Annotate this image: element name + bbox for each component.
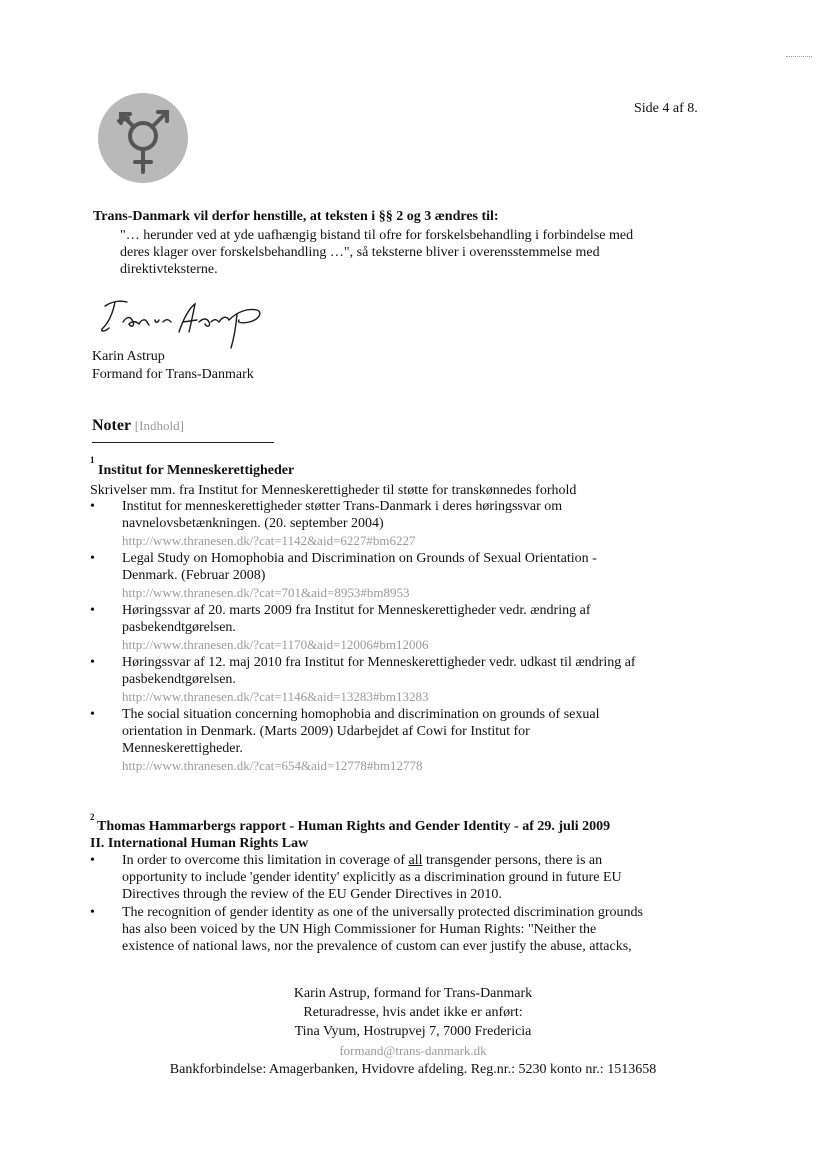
footnote2-subtitle: II. International Human Rights Law — [90, 836, 309, 851]
notes-heading — [92, 417, 184, 434]
footnote1-title: Institut for Menneskerettigheder — [98, 463, 295, 478]
emphasis-underline: all — [408, 853, 423, 868]
notes-title: Noter — [92, 417, 131, 434]
signer-block — [92, 348, 254, 384]
bullet-icon: • — [90, 655, 95, 670]
request-body — [120, 227, 710, 278]
footnote1-list — [90, 498, 730, 774]
signer-title: Formand for Trans-Danmark — [92, 367, 254, 382]
bullet-icon: • — [90, 707, 95, 722]
list-item: • Høringssvar af 12. maj 2010 fra Institut for Menneskerettigheder vedr. udkast til ændring af pasbekendtgørelsen. http://www.thranesen.dk/?cat=1146&aid=13283#bm13283 — [90, 654, 730, 706]
footer-bank: Bankforbindelse: Amagerbanken, Hvidovre afdeling. Reg.nr.: 5230 konto nr.: 1513658 — [169, 1062, 657, 1077]
footnote-number: 2 — [90, 812, 95, 822]
transgender-symbol-logo-icon — [97, 92, 189, 184]
page-number: Side 4 af 8. — [634, 101, 698, 116]
toc-link[interactable]: [Indhold] — [134, 418, 184, 433]
handwritten-signature — [97, 292, 267, 352]
footer-line: Karin Astrup, formand for Trans-Danmark — [293, 986, 533, 1001]
list-item: • The recognition of gender identity as one of the universally protected discrimination grounds has also been voiced by the UN High Commissioner for Human Rights: "Neither the existence of national laws, nor the prevalence of custom can ever justify the abuse, attacks, — [90, 905, 643, 954]
request-line: direktivteksterne. — [120, 262, 218, 277]
footnote1-intro: Skrivelser mm. fra Institut for Menneskerettigheder til støtte for transkønnedes forhold — [90, 483, 577, 498]
bullet-icon: • — [90, 905, 95, 920]
footnote-number: 1 — [90, 455, 95, 465]
footer-line: Tina Vyum, Hostrupvej 7, 7000 Fredericia — [294, 1024, 532, 1039]
list-item: • Legal Study on Homophobia and Discrimination on Grounds of Sexual Orientation - Denmark. (Februar 2008) http://www.thranesen.dk/?cat=701&aid=8953#bm8953 — [90, 550, 730, 602]
request-heading: Trans-Danmark vil derfor henstille, at teksten i §§ 2 og 3 ændres til: — [93, 209, 499, 224]
footer-email-link[interactable]: formand@trans-danmark.dk — [339, 1043, 487, 1058]
footnote2-list — [90, 852, 730, 955]
bullet-icon: • — [90, 603, 95, 618]
signer-name: Karin Astrup — [92, 349, 165, 364]
list-item: • Institut for menneskerettigheder støtter Trans-Danmark i deres høringssvar om navnelovsbetænkningen. (20. september 2004) http://www.thranesen.dk/?cat=1142&aid=6227#bm6227 — [90, 498, 730, 550]
footnote-separator — [92, 442, 274, 443]
footer-line: Returadresse, hvis andet ikke er anført: — [303, 1005, 523, 1020]
letter-footer — [0, 984, 826, 1079]
bullet-icon: • — [90, 551, 95, 566]
reference-link[interactable]: http://www.thranesen.dk/?cat=1146&aid=13283#bm13283 — [122, 689, 429, 704]
list-item: • In order to overcome this limitation in coverage of all transgender persons, there is an opportunity to include 'gender identity' explicitly as a discrimination ground in future EU Directives through the review of the EU Gender Directives in 2010. — [90, 853, 622, 902]
bullet-icon: • — [90, 853, 95, 868]
reference-link[interactable]: http://www.thranesen.dk/?cat=1142&aid=6227#bm6227 — [122, 533, 416, 548]
list-item: • The social situation concerning homophobia and discrimination on grounds of sexual orientation in Denmark. (Marts 2009) Udarbejdet af Cowi for Institut for Menneskerettigheder. http://www.thranesen.dk/?cat=654&aid=12778#bm12778 — [90, 706, 730, 774]
bullet-icon: • — [90, 499, 95, 514]
list-item: • Høringssvar af 20. marts 2009 fra Institut for Menneskerettigheder vedr. ændring af pasbekendtgørelsen. http://www.thranesen.dk/?cat=1170&aid=12006#bm12006 — [90, 602, 730, 654]
reference-link[interactable]: http://www.thranesen.dk/?cat=654&aid=12778#bm12778 — [122, 758, 423, 773]
request-line: "… herunder ved at yde uafhængig bistand til ofre for forskelsbehandling i forbindelse med — [120, 228, 634, 243]
reference-link[interactable]: http://www.thranesen.dk/?cat=701&aid=8953#bm8953 — [122, 585, 410, 600]
reference-link[interactable]: http://www.thranesen.dk/?cat=1170&aid=12006#bm12006 — [122, 637, 429, 652]
request-line: deres klager over forskelsbehandling …", så teksterne bliver i overensstemmelse med — [120, 245, 600, 260]
scan-corner-mark — [786, 56, 812, 57]
footnote2-title: Thomas Hammarbergs rapport - Human Rights and Gender Identity - af 29. juli 2009 — [97, 819, 611, 834]
